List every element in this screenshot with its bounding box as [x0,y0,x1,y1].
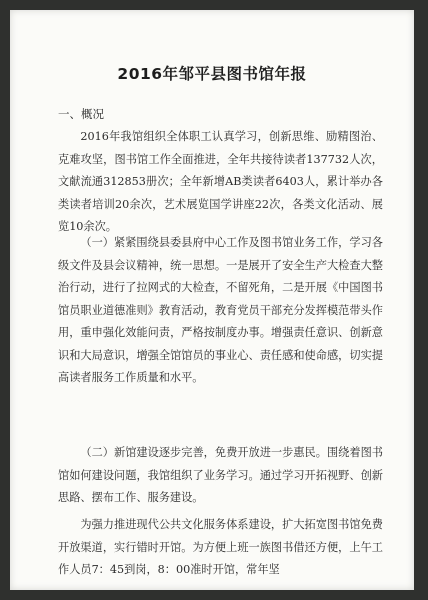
document-page [10,10,414,590]
document-title: 2016年邹平县图书馆年报 [117,65,307,83]
paragraph-item-2: （二）新馆建设逐步完善，免费开放进一步惠民。围绕着图书馆如何建设问题，我馆组织了业务学习。通过学习开拓视野、创新思路、摆布工作、服务建设。 [58,446,383,504]
section-heading: 一、概况 [58,107,104,121]
paragraph-item-1: （一）紧紧围绕县委县府中心工作及图书馆业务工作，学习各级文件及县会议精神，统一思想。一是展开了安全生产大检查大整治行动，进行了拉网式的大检查，不留死角，二是开展《中国图书馆员职业道德准则》教育活动，教育党员干部充分发挥模范带头作用，重申强化效能问责，严格按制度办事。增强责任意识、创新意识和大局意识，增强全馆馆员的事业心、责任感和使命感，切实提高读者服务工作质量和水平。 [58,236,383,384]
paragraph-opening-hours: 为强力推进现代公共文化服务体系建设，扩大拓宽图书馆免费开放渠道，实行错时开馆。为方便上班一族图书借还方便，上午工作人员7：45到岗，8：00准时开馆，常年坚 [58,518,383,576]
paragraph-overview: 2016年我馆组织全体职工认真学习，创新思维、励精图治、克难攻坚，图书馆工作全面推进，全年共接待读者137732人次，文献流通312853册次；全年新增AB类读者6403人，累计举办各类读者培训20余次，艺术展览国学讲座22次，各类文化活动、展览10余次。 [58,130,383,233]
